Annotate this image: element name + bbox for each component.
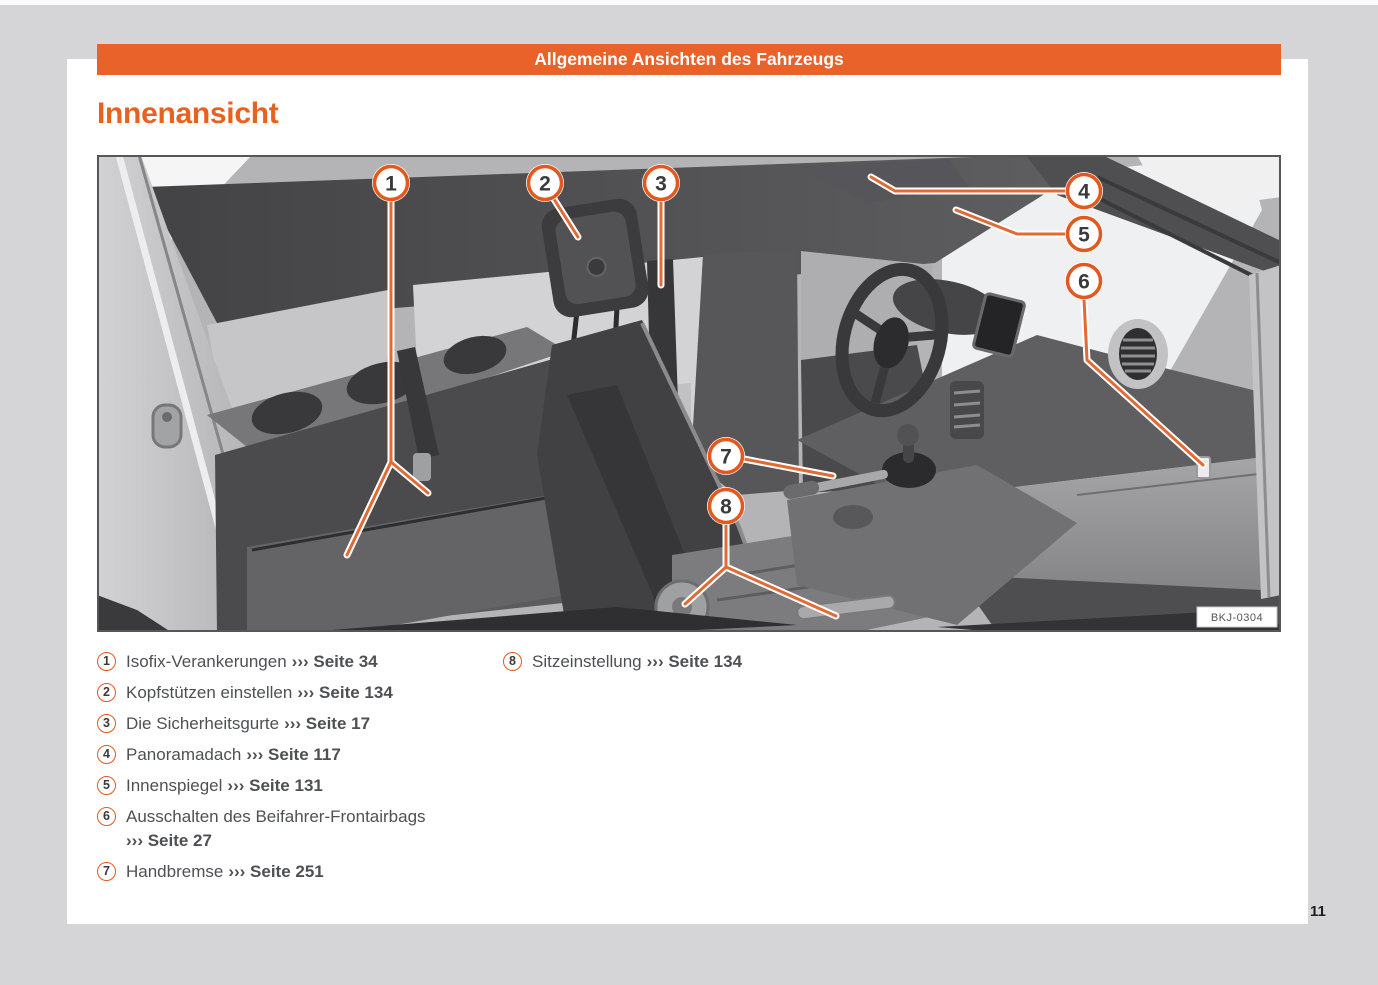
callout-8 xyxy=(707,487,745,525)
gear-knob xyxy=(897,424,919,446)
page-reference-link[interactable]: ››› Seite 134 xyxy=(646,652,743,671)
page-title: Innenansicht xyxy=(97,97,279,130)
legend-item-sicherheitsgurte xyxy=(97,713,497,734)
legend-number-badge: 7 xyxy=(97,862,116,881)
callout-3-number: 3 xyxy=(655,172,667,196)
chapter-header-text: Allgemeine Ansichten des Fahrzeugs xyxy=(534,49,844,69)
legend-item-innenspiegel xyxy=(97,775,497,796)
interior-photo xyxy=(97,155,1281,632)
legend-number-badge: 1 xyxy=(97,652,116,671)
legend-right-column xyxy=(503,651,903,682)
page-reference-link[interactable]: ››› Seite 134 xyxy=(297,683,393,702)
legend-item-sitzeinstellung xyxy=(503,651,903,672)
callout-5 xyxy=(1065,215,1103,253)
legend-label: Sitzeinstellung ››› Seite 134 xyxy=(532,652,743,671)
legend-label: Innenspiegel ››› Seite 131 xyxy=(126,776,323,795)
legend-label: Panoramadach ››› Seite 117 xyxy=(126,745,341,764)
interior-figure xyxy=(97,155,1281,632)
callout-5-number: 5 xyxy=(1078,223,1090,247)
callout-8-number: 8 xyxy=(720,495,732,519)
legend-item-handbremse xyxy=(97,861,497,882)
legend-label: Isofix-Verankerungen ››› Seite 34 xyxy=(126,652,378,671)
page-reference-link[interactable]: ››› Seite 34 xyxy=(291,652,378,671)
legend-label: Kopfstützen einstellen ››› Seite 134 xyxy=(126,683,393,702)
callout-4-number: 4 xyxy=(1078,180,1090,204)
legend-number-badge: 8 xyxy=(503,652,522,671)
legend-number-badge: 5 xyxy=(97,776,116,795)
page-number: 11 xyxy=(1310,903,1326,920)
legend-number-badge: 4 xyxy=(97,745,116,764)
callout-7-number: 7 xyxy=(720,445,732,469)
photo-scene xyxy=(97,155,1281,632)
legend-item-panoramadach xyxy=(97,744,497,765)
image-code-label xyxy=(1197,607,1277,627)
callout-6 xyxy=(1065,262,1103,300)
legend-number-badge: 3 xyxy=(97,714,116,733)
callout-2-number: 2 xyxy=(539,172,551,196)
page-reference-link[interactable]: ››› Seite 17 xyxy=(284,714,371,733)
legend-item-isofix xyxy=(97,651,497,672)
callout-1 xyxy=(372,164,410,202)
legend-number-badge: 2 xyxy=(97,683,116,702)
legend-left-column xyxy=(97,651,497,892)
page-reference-link[interactable]: ››› Seite 27 xyxy=(126,831,212,850)
page-reference-link[interactable]: ››› Seite 117 xyxy=(246,745,341,764)
legend-number-badge: 6 xyxy=(97,807,116,826)
legend-item-beifahrer-frontairbag xyxy=(97,806,497,851)
callout-7 xyxy=(707,437,745,475)
legend-label: Ausschalten des Beifahrer-Frontairbags ››› Seite 27 xyxy=(126,806,497,851)
callout-6-number: 6 xyxy=(1078,270,1090,294)
page-reference-link[interactable]: ››› Seite 131 xyxy=(227,776,323,795)
callout-3 xyxy=(642,164,680,202)
legend-label: Die Sicherheitsgurte ››› Seite 17 xyxy=(126,714,371,733)
chapter-header-bar xyxy=(97,44,1281,75)
window-top-edge xyxy=(0,0,1378,5)
callout-4 xyxy=(1065,172,1103,210)
image-code-text: BKJ-0304 xyxy=(1210,612,1264,624)
callout-2 xyxy=(526,164,564,202)
door-latch xyxy=(153,405,181,447)
callout-1-number: 1 xyxy=(385,172,397,196)
legend-item-kopfstuetzen xyxy=(97,682,497,703)
legend-label: Handbremse ››› Seite 251 xyxy=(126,862,324,881)
page-reference-link[interactable]: ››› Seite 251 xyxy=(228,862,324,881)
